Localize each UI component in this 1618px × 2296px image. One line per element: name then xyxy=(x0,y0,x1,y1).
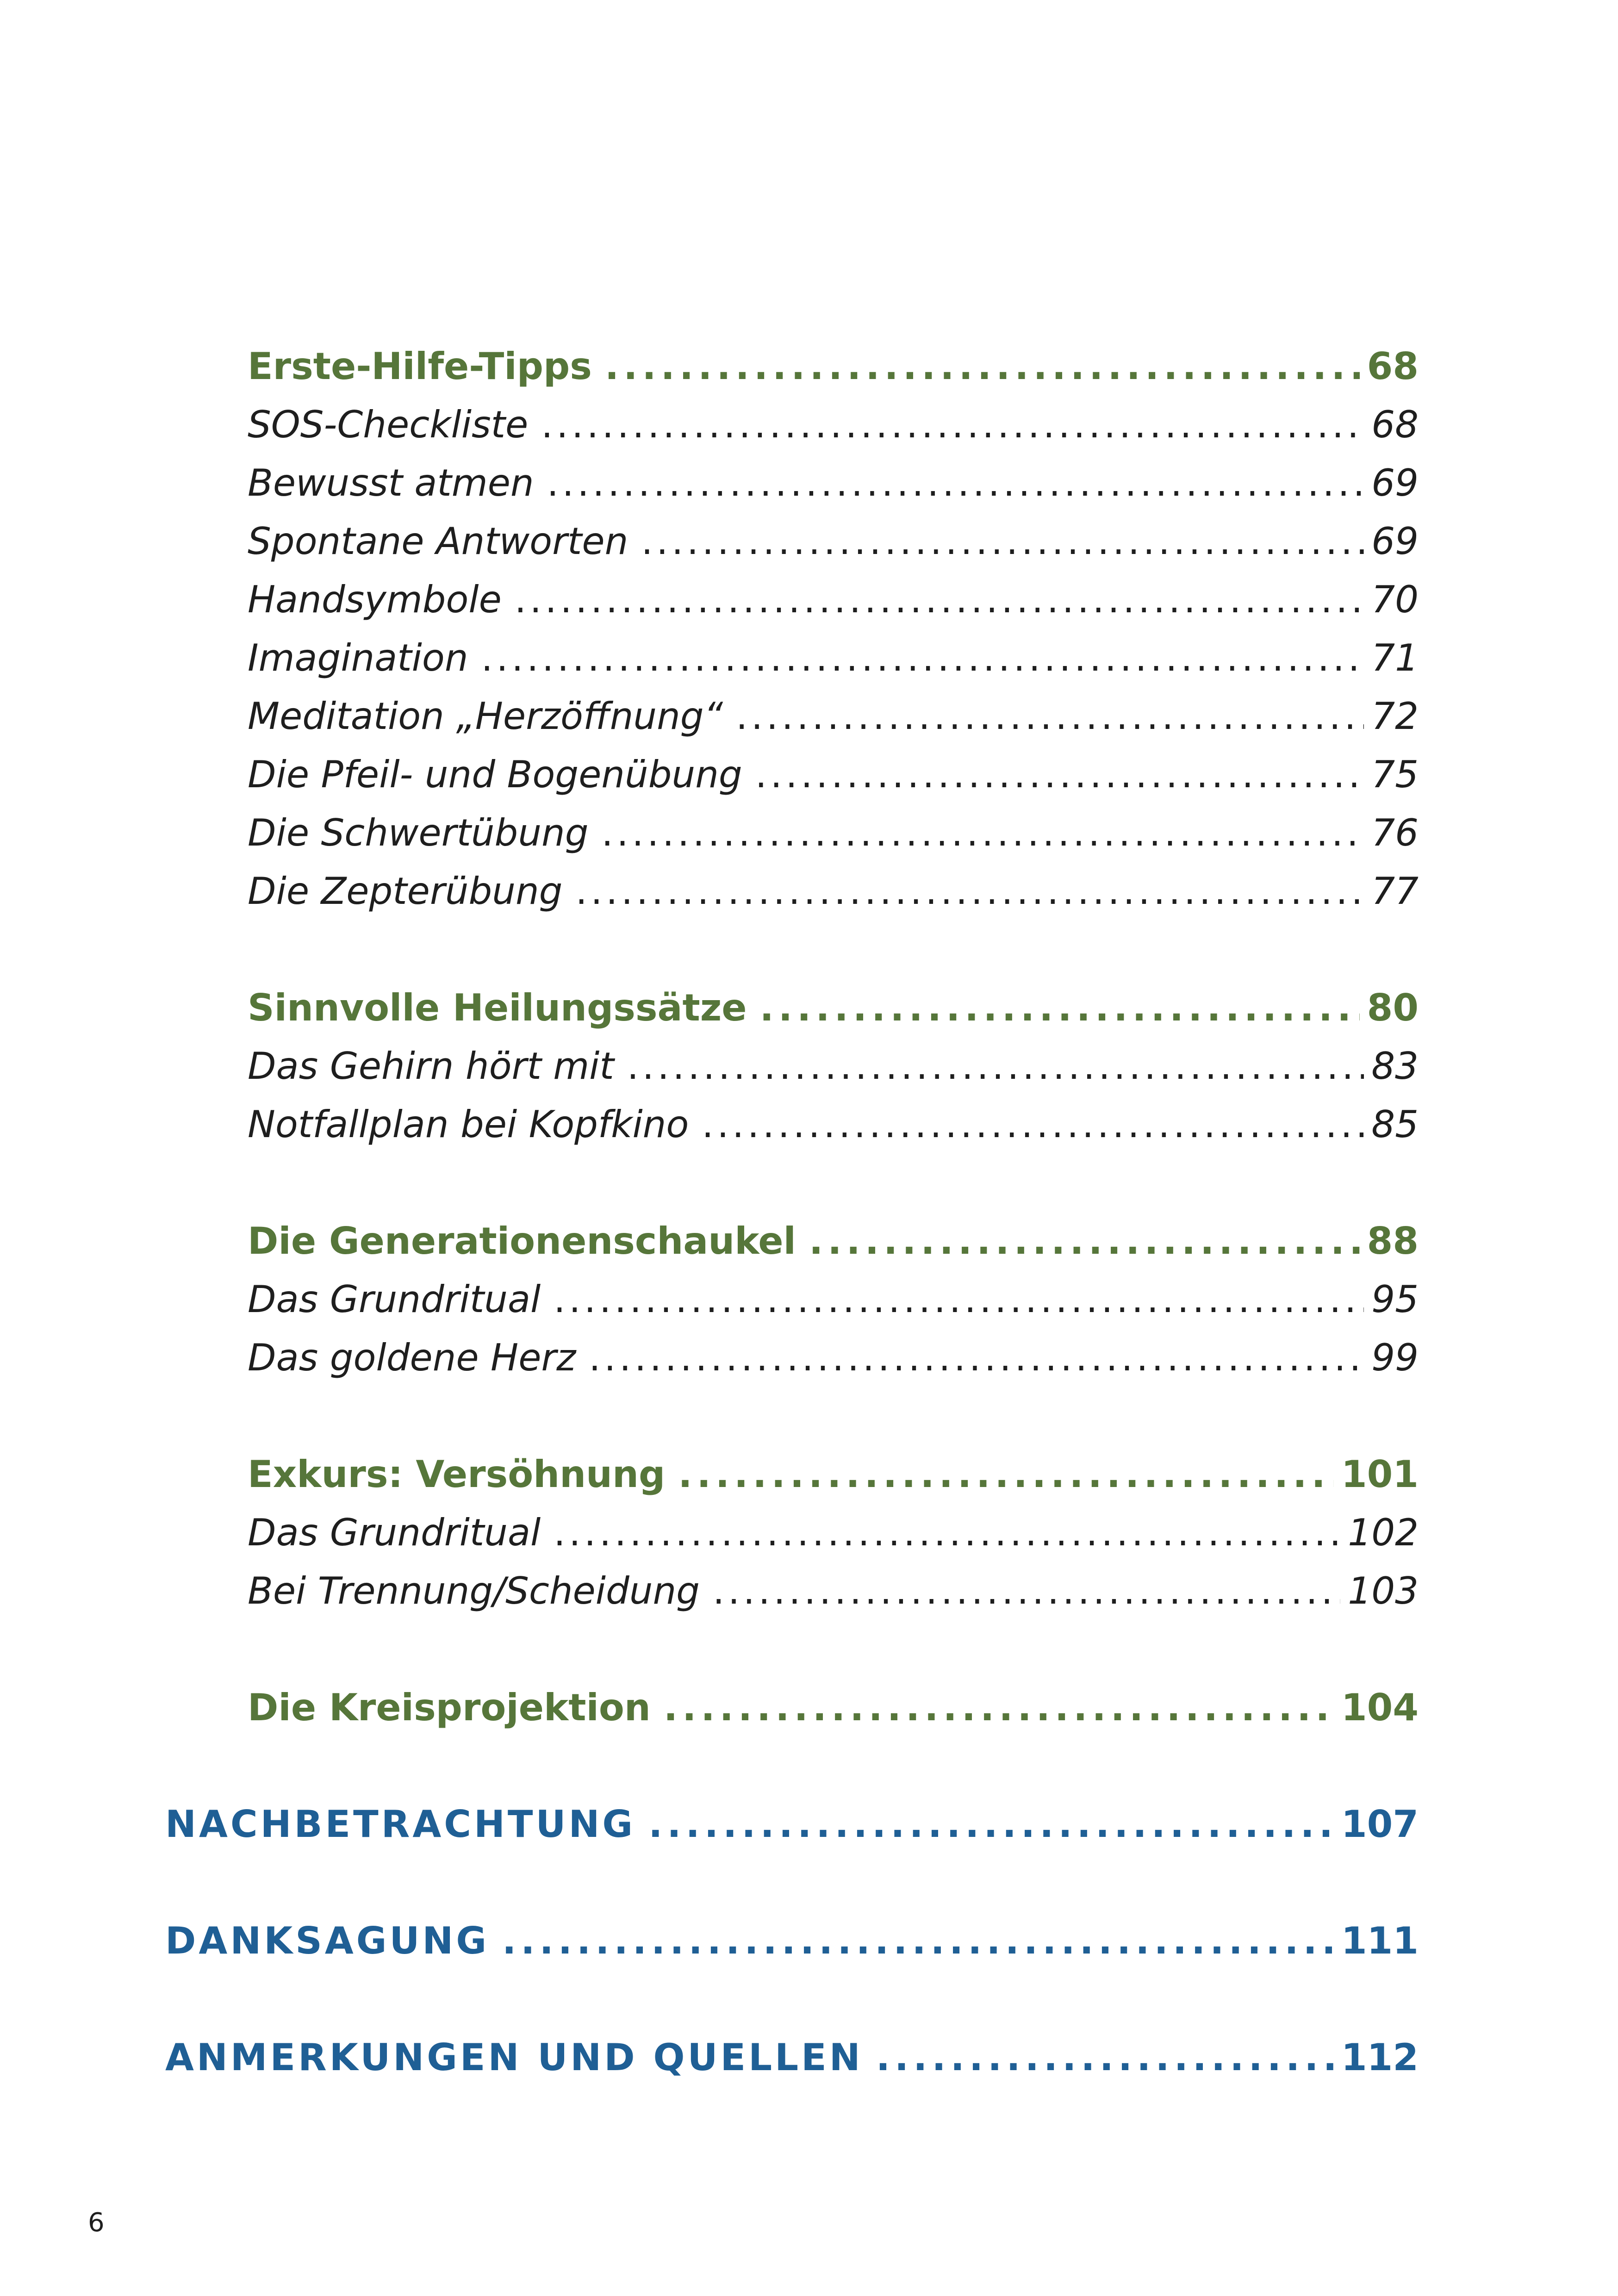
toc-entry-page: 95 xyxy=(1371,1277,1419,1321)
toc-entry-title: Die Generationenschaukel xyxy=(248,1219,796,1263)
toc-sub-entry[interactable] xyxy=(248,1328,1419,1387)
dot-leader xyxy=(589,1336,1364,1379)
toc-entry-title: NACHBETRACHTUNG xyxy=(165,1802,636,1846)
toc-entry-page: 107 xyxy=(1341,1802,1419,1846)
toc-entry-title: Das Grundritual xyxy=(248,1511,541,1554)
toc-entry-page: 69 xyxy=(1371,519,1419,563)
toc-entry-page: 104 xyxy=(1341,1686,1419,1729)
toc-sub-entry[interactable] xyxy=(248,1037,1419,1095)
dot-leader xyxy=(755,753,1364,796)
dot-leader xyxy=(575,870,1364,913)
toc-entry-title: Bei Trennung/Scheidung xyxy=(248,1569,700,1612)
toc-entry-title: Erste-Hilfe-Tipps xyxy=(248,344,592,388)
toc-sub-entry[interactable] xyxy=(248,862,1419,920)
toc-section-entry[interactable] xyxy=(248,1678,1419,1736)
toc-section-entry[interactable] xyxy=(248,1212,1419,1270)
dot-leader xyxy=(554,1278,1364,1321)
toc-sub-entry[interactable] xyxy=(248,454,1419,512)
toc-entry-title: Das Grundritual xyxy=(248,1277,541,1321)
toc-entry-page: 85 xyxy=(1371,1102,1419,1146)
toc-entry-title: Das goldene Herz xyxy=(248,1336,576,1379)
toc-sub-entry[interactable] xyxy=(248,1503,1419,1562)
dot-leader xyxy=(627,1045,1364,1088)
toc-section-entry[interactable] xyxy=(248,1445,1419,1503)
toc-entry-page: 72 xyxy=(1371,694,1419,738)
toc-entry-title: Notfallplan bei Kopfkino xyxy=(248,1102,689,1146)
toc-sub-entry[interactable] xyxy=(248,1095,1419,1153)
toc-entry-page: 83 xyxy=(1371,1044,1419,1088)
dot-leader xyxy=(481,636,1364,679)
toc-entry-title: Meditation „Herzöffnung“ xyxy=(248,694,723,738)
toc-sub-entry[interactable] xyxy=(248,687,1419,745)
table-of-contents xyxy=(0,337,1618,2133)
toc-sub-entry[interactable] xyxy=(248,512,1419,570)
toc-entry-title: Exkurs: Versöhnung xyxy=(248,1452,666,1496)
toc-entry-title: ANMERKUNGEN UND QUELLEN xyxy=(165,2035,863,2079)
toc-entry-page: 77 xyxy=(1371,869,1419,913)
toc-entry-page: 70 xyxy=(1371,578,1419,621)
toc-sub-entry[interactable] xyxy=(248,570,1419,628)
toc-entry-page: 68 xyxy=(1371,403,1419,446)
toc-entry-title: Die Zepterübung xyxy=(248,869,563,913)
dot-leader xyxy=(547,461,1364,504)
toc-entry-page: 112 xyxy=(1341,2035,1419,2079)
dot-leader xyxy=(664,1686,1334,1729)
dot-leader xyxy=(554,1511,1340,1554)
page-number: 6 xyxy=(88,2208,105,2238)
toc-entry-page: 68 xyxy=(1367,344,1419,388)
toc-entry-title: SOS-Checkliste xyxy=(248,403,529,446)
toc-sub-entry[interactable] xyxy=(248,803,1419,862)
toc-entry-page: 75 xyxy=(1371,753,1419,796)
toc-chapter-entry[interactable] xyxy=(165,1795,1419,1853)
toc-sub-entry[interactable] xyxy=(248,1562,1419,1620)
toc-section-entry[interactable] xyxy=(248,337,1419,395)
toc-entry-page: 88 xyxy=(1367,1219,1419,1263)
toc-entry-page: 80 xyxy=(1367,986,1419,1029)
toc-entry-page: 71 xyxy=(1371,636,1419,679)
toc-entry-title: Sinnvolle Heilungssätze xyxy=(248,986,747,1029)
dot-leader xyxy=(702,1103,1364,1146)
toc-entry-page: 99 xyxy=(1371,1336,1419,1379)
toc-chapter-entry[interactable] xyxy=(165,2028,1419,2086)
dot-leader xyxy=(502,1919,1334,1962)
toc-entry-page: 103 xyxy=(1348,1569,1419,1612)
dot-leader xyxy=(541,403,1364,446)
dot-leader xyxy=(648,1803,1334,1846)
dot-leader xyxy=(641,520,1364,563)
toc-section-entry[interactable] xyxy=(248,978,1419,1037)
dot-leader xyxy=(809,1220,1360,1263)
dot-leader xyxy=(713,1569,1340,1612)
toc-entry-title: Die Schwertübung xyxy=(248,811,589,854)
toc-sub-entry[interactable] xyxy=(248,628,1419,687)
toc-sub-entry[interactable] xyxy=(248,395,1419,454)
toc-entry-title: Spontane Antworten xyxy=(248,519,629,563)
toc-entry-title: Die Pfeil- und Bogenübung xyxy=(248,753,742,796)
toc-entry-title: Handsymbole xyxy=(248,578,502,621)
toc-entry-page: 111 xyxy=(1341,1919,1419,1962)
toc-entry-page: 101 xyxy=(1341,1452,1419,1496)
dot-leader xyxy=(678,1453,1334,1496)
toc-entry-page: 102 xyxy=(1348,1511,1419,1554)
toc-entry-title: Das Gehirn hört mit xyxy=(248,1044,614,1088)
toc-entry-title: Bewusst atmen xyxy=(248,461,534,504)
toc-entry-page: 69 xyxy=(1371,461,1419,504)
toc-sub-entry[interactable] xyxy=(248,745,1419,803)
toc-chapter-entry[interactable] xyxy=(165,1911,1419,1970)
toc-entry-title: Imagination xyxy=(248,636,468,679)
dot-leader xyxy=(515,578,1364,621)
toc-sub-entry[interactable] xyxy=(248,1270,1419,1328)
toc-entry-title: Die Kreisprojektion xyxy=(248,1686,651,1729)
dot-leader xyxy=(760,986,1360,1029)
toc-entry-page: 76 xyxy=(1371,811,1419,854)
dot-leader xyxy=(605,345,1360,388)
dot-leader xyxy=(602,811,1364,854)
dot-leader xyxy=(736,695,1364,738)
toc-entry-title: DANKSAGUNG xyxy=(165,1919,490,1962)
dot-leader xyxy=(876,2036,1334,2079)
